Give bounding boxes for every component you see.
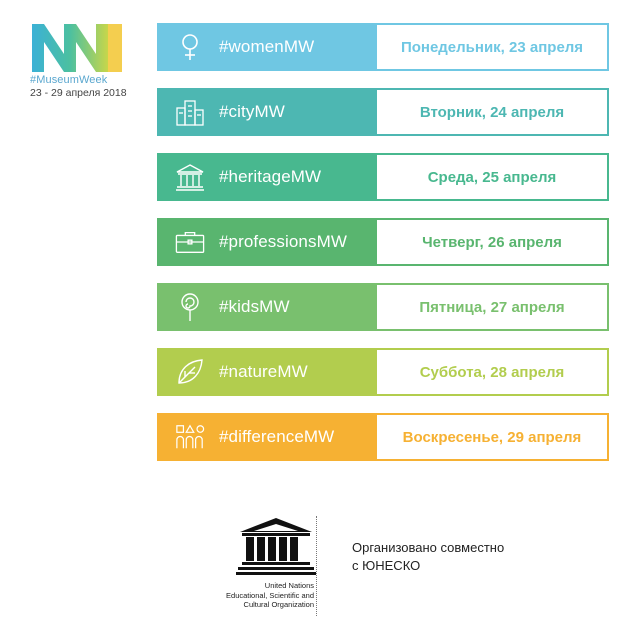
- tag-block: [157, 348, 377, 396]
- leaf-icon: [175, 357, 205, 387]
- hashtag-label: #womenMW: [219, 37, 315, 56]
- female-symbol-icon: [175, 32, 205, 62]
- schedule-row-difference: [157, 413, 609, 461]
- museum-building-icon: [175, 162, 205, 192]
- day-label: Суббота, 28 апреля: [377, 348, 609, 396]
- city-buildings-icon: [175, 97, 205, 127]
- hashtag-label: #professionsMW: [219, 232, 347, 251]
- museumweek-logo: [30, 22, 140, 99]
- day-label: Воскресенье, 29 апреля: [377, 413, 609, 461]
- day-label: Пятница, 27 апреля: [377, 283, 609, 331]
- day-label: Четверг, 26 апреля: [377, 218, 609, 266]
- caption-line: Educational, Scientific and: [226, 590, 314, 600]
- hashtag-label: #cityMW: [219, 102, 285, 121]
- dotted-divider: [316, 516, 317, 616]
- organized-text: [352, 539, 504, 575]
- tag-block: [157, 88, 377, 136]
- hashtag-label: #heritageMW: [219, 167, 322, 186]
- schedule-row-heritage: [157, 153, 609, 201]
- organized-line: Организовано совместно: [352, 540, 505, 555]
- caption-line: United Nations: [264, 581, 314, 590]
- weekly-schedule: [157, 23, 609, 478]
- briefcase-icon: [175, 227, 205, 257]
- tag-block: [157, 23, 377, 71]
- day-label: Среда, 25 апреля: [377, 153, 609, 201]
- mw-logo-icon: [30, 22, 124, 72]
- unesco-temple-icon: [236, 516, 316, 576]
- lollipop-icon: [175, 292, 205, 322]
- schedule-row-kids: [157, 283, 609, 331]
- day-label: Вторник, 24 апреля: [377, 88, 609, 136]
- tag-block: [157, 153, 377, 201]
- unesco-caption: [196, 581, 314, 610]
- hashtag-label: #differenceMW: [219, 427, 335, 446]
- schedule-row-city: [157, 88, 609, 136]
- hashtag-label: #natureMW: [219, 362, 308, 381]
- logo-dates: 23 - 29 апреля 2018: [30, 87, 127, 99]
- schedule-row-women: [157, 23, 609, 71]
- organized-line: с ЮНЕСКО: [352, 558, 421, 573]
- schedule-row-nature: [157, 348, 609, 396]
- hashtag-label: #kidsMW: [219, 297, 290, 316]
- caption-line: Cultural Organization: [243, 600, 314, 609]
- unesco-logo: [236, 516, 316, 581]
- day-label: Понедельник, 23 апреля: [377, 23, 609, 71]
- footer: [196, 516, 556, 626]
- tag-block: [157, 218, 377, 266]
- shapes-icon: [175, 422, 205, 452]
- schedule-row-professions: [157, 218, 609, 266]
- tag-block: [157, 283, 377, 331]
- logo-hashtag: #MuseumWeek: [30, 74, 108, 86]
- tag-block: [157, 413, 377, 461]
